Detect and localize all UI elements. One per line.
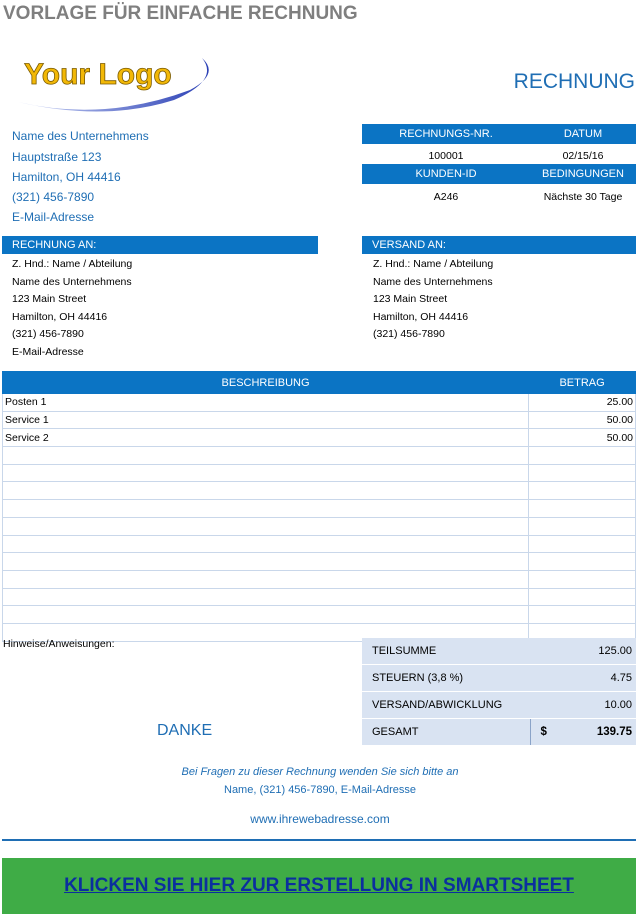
smartsheet-cta[interactable] [2, 858, 636, 914]
empty-cell [3, 447, 529, 465]
total-label: GESAMT [362, 719, 530, 746]
bill-to-line: 123 Main Street [12, 293, 87, 306]
empty-cell [529, 588, 636, 606]
item-description: Posten 1 [3, 394, 529, 412]
empty-cell [529, 517, 636, 535]
table-row [3, 500, 636, 518]
empty-cell [3, 570, 529, 588]
empty-cell [3, 535, 529, 553]
table-row [3, 482, 636, 500]
invoice-heading: RECHNUNG [513, 70, 635, 93]
ship-to-line: Hamilton, OH 44416 [373, 310, 469, 323]
company-city: Hamilton, OH 44416 [12, 170, 121, 184]
logo-text: Your Logo [24, 58, 172, 91]
ship-to-header: VERSAND AN: [362, 236, 636, 254]
footer-question: Bei Fragen zu dieser Rechnung wenden Sie sich bitte an [181, 766, 459, 778]
item-amount: 50.00 [529, 411, 636, 429]
company-name: Name des Unternehmens [12, 129, 149, 143]
ship-to-line: Z. Hnd.: Name / Abteilung [373, 258, 494, 270]
footer-contact: Name, (321) 456-7890, E-Mail-Adresse [224, 784, 416, 796]
table-row [3, 517, 636, 535]
tax-row [362, 665, 636, 692]
logo [14, 50, 220, 118]
shipping-value: 10.00 [530, 692, 636, 719]
total-value-cell [530, 719, 636, 746]
table-row [3, 447, 636, 465]
empty-cell [529, 553, 636, 571]
ship-to-line: 123 Main Street [373, 293, 448, 306]
bill-to-line: Name des Unternehmens [12, 275, 132, 288]
item-amount: 25.00 [529, 394, 636, 412]
bill-to-header: RECHNUNG AN: [2, 236, 318, 254]
footer-website: www.ihrewebadresse.com [250, 812, 390, 826]
invoice-no-value: 100001 [428, 150, 464, 162]
empty-cell [3, 517, 529, 535]
customer-id-value: A246 [433, 191, 459, 203]
tax-label: STEUERN (3,8 %) [362, 665, 530, 692]
table-row [3, 570, 636, 588]
tax-value: 4.75 [530, 665, 636, 692]
item-description: Service 2 [3, 429, 529, 447]
description-header: BESCHREIBUNG [3, 372, 529, 394]
shipping-row [362, 692, 636, 719]
empty-cell [529, 464, 636, 482]
subtotal-label: TEILSUMME [362, 638, 530, 665]
table-row [3, 464, 636, 482]
empty-cell [529, 535, 636, 553]
company-street: Hauptstraße 123 [12, 150, 102, 164]
ship-to-address [373, 256, 493, 344]
invoice-no-header: RECHNUNGS-NR. [362, 124, 530, 144]
items-table [2, 371, 636, 642]
table-row [3, 535, 636, 553]
totals-table [362, 638, 636, 746]
page-title: VORLAGE FÜR EINFACHE RECHNUNG [3, 3, 358, 24]
thanks-text: DANKE [157, 722, 213, 739]
empty-cell [3, 482, 529, 500]
company-phone: (321) 456-7890 [12, 190, 95, 204]
empty-cell [529, 500, 636, 518]
item-amount: 50.00 [529, 429, 636, 447]
terms-value: Nächste 30 Tage [543, 191, 623, 203]
item-description: Service 1 [3, 411, 529, 429]
bill-to-line: (321) 456-7890 [12, 328, 84, 341]
empty-cell [3, 606, 529, 624]
notes-label: Hinweise/Anweisungen: [3, 638, 115, 650]
bill-to-line: Z. Hnd.: Name / Abteilung [12, 258, 133, 270]
shipping-label: VERSAND/ABWICKLUNG [362, 692, 530, 719]
ship-to-line: Name des Unternehmens [373, 275, 493, 288]
table-row [3, 588, 636, 606]
table-row [3, 411, 636, 429]
divider [2, 839, 636, 841]
subtotal-row [362, 638, 636, 665]
empty-cell [529, 606, 636, 624]
items-header-row [3, 372, 636, 394]
total-value: 139.75 [596, 726, 632, 738]
empty-cell [529, 570, 636, 588]
ship-to-line: (321) 456-7890 [373, 328, 445, 341]
smartsheet-cta-link[interactable]: KLICKEN SIE HIER ZUR ERSTELLUNG IN SMARTSHEET [64, 875, 574, 896]
company-email: E-Mail-Adresse [12, 210, 95, 224]
bill-to-line: E-Mail-Adresse [12, 345, 84, 358]
currency-symbol: $ [540, 726, 547, 738]
empty-cell [3, 464, 529, 482]
empty-cell [3, 553, 529, 571]
date-header: DATUM [530, 124, 636, 144]
total-row [362, 719, 636, 746]
table-row [3, 553, 636, 571]
terms-header: BEDINGUNGEN [530, 164, 636, 184]
empty-cell [3, 588, 529, 606]
table-row [3, 606, 636, 624]
subtotal-value: 125.00 [530, 638, 636, 665]
bill-to-address [12, 256, 132, 362]
table-row [3, 429, 636, 447]
empty-cell [3, 500, 529, 518]
customer-id-header: KUNDEN-ID [362, 164, 530, 184]
date-value: 02/15/16 [562, 150, 604, 162]
amount-header: BETRAG [529, 372, 636, 394]
empty-cell [529, 482, 636, 500]
table-row [3, 394, 636, 412]
empty-cell [529, 447, 636, 465]
bill-to-line: Hamilton, OH 44416 [12, 310, 108, 323]
